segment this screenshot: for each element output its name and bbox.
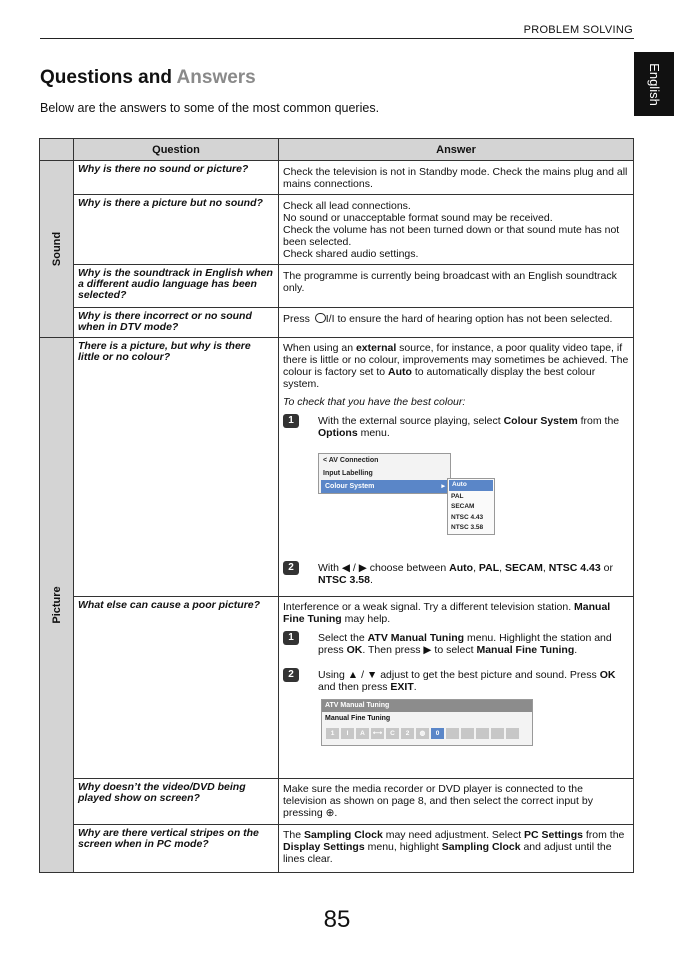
- table-row: [40, 195, 634, 265]
- answer-instruction: To check that you have the best colour:: [283, 396, 466, 408]
- atv-cell: [461, 728, 474, 739]
- page-title: [40, 67, 256, 89]
- category-picture: [40, 338, 74, 873]
- menu-item: Input Labelling: [323, 470, 373, 477]
- answer-line: Check all lead connections.: [283, 200, 411, 212]
- table-row: [40, 265, 634, 308]
- step-1: [283, 414, 629, 439]
- menu-item-selected: Colour System ▸: [321, 480, 448, 493]
- question-cell: What else can cause a poor picture?: [74, 597, 279, 779]
- answer-cell: The Sampling Clock may need adjustment. Select PC Settings from the Display Settings menu, highlight Sampling Clock and adjust until the lines clear.: [279, 825, 634, 873]
- step-text: With the external source playing, select Colour System from the Options menu.: [318, 415, 620, 439]
- table-row: [40, 825, 634, 873]
- atv-title: ATV Manual Tuning: [322, 700, 532, 712]
- qa-table: [39, 138, 634, 873]
- question-cell: Why is there a picture but no sound?: [74, 195, 279, 265]
- header-rule: [40, 38, 634, 39]
- option-item: NTSC 4.43: [451, 513, 484, 521]
- answer-post: to ensure the hard of hearing option has not been selected.: [334, 313, 613, 325]
- atv-subtitle: Manual Fine Tuning: [325, 715, 391, 722]
- atv-cell: 2: [401, 728, 414, 739]
- table-row: [40, 597, 634, 779]
- step-1: [283, 631, 629, 656]
- atv-cell: I: [341, 728, 354, 739]
- title-part2: Answers: [176, 67, 256, 88]
- answer-line: Check the volume has not been turned down or that sound mute has not been selected.: [283, 224, 620, 248]
- atv-cell: [476, 728, 489, 739]
- category-picture-label: Picture: [50, 586, 63, 624]
- table-row: [40, 779, 634, 825]
- text-button-icon: I/I: [325, 313, 335, 325]
- step-2: [283, 668, 629, 693]
- audio-subtitle-button-icon: [315, 313, 326, 323]
- option-item: NTSC 3.58: [451, 524, 484, 531]
- atv-manual-tuning-screenshot: [321, 699, 533, 746]
- language-tab: [634, 52, 674, 116]
- answer-cell: [279, 161, 634, 195]
- input-source-icon: ⊕: [325, 807, 335, 819]
- atv-cell: C: [386, 728, 399, 739]
- header-section-label: PROBLEM SOLVING: [523, 24, 633, 36]
- atv-cell-active: 0: [431, 728, 444, 739]
- chevron-right-icon: ▸: [441, 483, 445, 490]
- answer-cell: [279, 597, 634, 779]
- atv-cell: [446, 728, 459, 739]
- answer-text: The programme is currently being broadcast with an English soundtrack only.: [283, 270, 617, 294]
- answer-paragraph: Interference or a weak signal. Try a different television station. Manual Fine Tuning may help.: [283, 601, 611, 625]
- page-number: 85: [323, 906, 351, 933]
- step-number-icon: 1: [283, 631, 299, 645]
- answer-cell: [279, 338, 634, 597]
- answer-cell: [279, 195, 634, 265]
- atv-cells: [322, 726, 532, 745]
- answer-line: Check shared audio settings.: [283, 248, 419, 260]
- header-answer: Answer: [279, 139, 634, 161]
- colour-system-options: [447, 478, 495, 535]
- step-number-icon: 2: [283, 668, 299, 682]
- question-cell: Why is there no sound or picture?: [74, 161, 279, 195]
- step-number-icon: 1: [283, 414, 299, 428]
- question-cell: Why are there vertical stripes on the screen when in PC mode?: [74, 825, 279, 873]
- option-item-selected: Auto: [449, 480, 493, 491]
- answer-text: Check the television is not in Standby mode. Check the mains plug and all mains connections.: [283, 166, 628, 190]
- option-item: PAL: [451, 492, 464, 500]
- option-item: SECAM: [451, 503, 475, 510]
- intro-text: Below are the answers to some of the most common queries.: [40, 101, 380, 115]
- header-blank: [40, 139, 74, 161]
- title-part1: Questions and: [40, 67, 172, 88]
- answer-paragraph: When using an external source, for instance, a poor quality video tape, if there is little or no colour, improvements may sometimes be achieved. The colour is factory set to Auto to automatically display the best colour system.: [283, 342, 629, 390]
- options-menu: [318, 453, 451, 494]
- answer-cell: [279, 308, 634, 338]
- colour-system-menu-screenshot: [318, 443, 629, 553]
- step-text: Using ▲ / ▼ adjust to get the best picture and sound. Press OK and then press EXIT.: [318, 669, 616, 693]
- table-row: [40, 338, 634, 597]
- question-cell: Why doesn’t the video/DVD being played show on screen?: [74, 779, 279, 825]
- step-2: [283, 561, 629, 586]
- language-tab-label: English: [646, 62, 662, 106]
- atv-cell: 1: [326, 728, 339, 739]
- step-text: With ◀ / ▶ choose between Auto, PAL, SECAM, NTSC 4.43 or NTSC 3.58.: [318, 562, 613, 586]
- atv-cell: ⟷: [371, 728, 384, 739]
- question-cell: Why is the soundtrack in English when a different audio language has been selected?: [74, 265, 279, 308]
- question-cell: Why is there incorrect or no sound when in DTV mode?: [74, 308, 279, 338]
- atv-cell: A: [356, 728, 369, 739]
- atv-cell: [491, 728, 504, 739]
- menu-item: < AV Connection: [323, 457, 379, 464]
- question-cell: There is a picture, but why is there little or no colour?: [74, 338, 279, 597]
- step-number-icon: 2: [283, 561, 299, 575]
- table-header-row: [40, 139, 634, 161]
- answer-pre: Press: [283, 313, 310, 325]
- magnifier-icon: ◍: [416, 728, 429, 739]
- category-sound: [40, 161, 74, 338]
- table-row: [40, 308, 634, 338]
- category-sound-label: Sound: [50, 231, 63, 267]
- table-row: [40, 161, 634, 195]
- answer-line: No sound or unacceptable format sound may be received.: [283, 212, 553, 224]
- atv-cell: [506, 728, 519, 739]
- header-question: Question: [74, 139, 279, 161]
- step-text: Select the ATV Manual Tuning menu. Highlight the station and press OK. Then press ▶ to select Manual Fine Tuning.: [318, 632, 612, 656]
- answer-cell: [279, 265, 634, 308]
- answer-cell: Make sure the media recorder or DVD player is connected to the television as shown on page 8, and then select the correct input by pressing ⊕.: [279, 779, 634, 825]
